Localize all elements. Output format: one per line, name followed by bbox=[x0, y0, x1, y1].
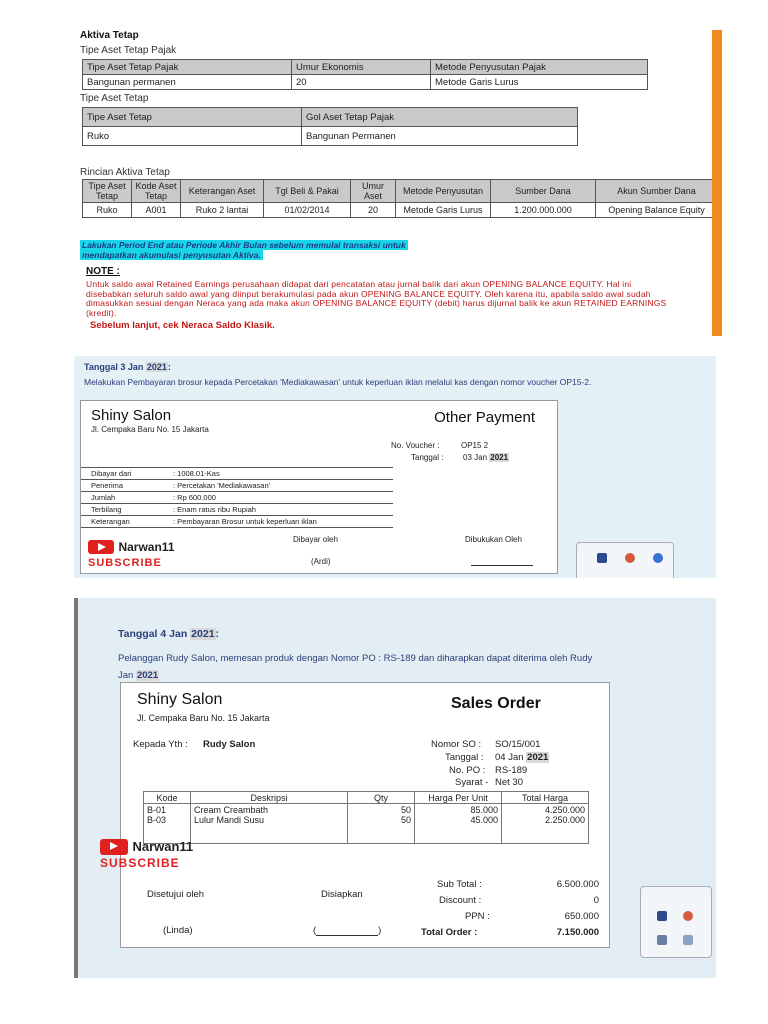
date-colon: : bbox=[167, 362, 171, 372]
asset-type-table bbox=[82, 107, 578, 146]
voucher-field-row bbox=[81, 515, 393, 528]
accent-bar bbox=[712, 30, 722, 336]
field-label: Terbilang bbox=[91, 505, 122, 514]
field-label: Dibayar dari bbox=[91, 469, 132, 478]
description-text: Jan bbox=[118, 670, 136, 681]
section-heading: Aktiva Tetap bbox=[80, 30, 139, 41]
voucher-number: OP15 2 bbox=[461, 441, 489, 450]
tax-asset-table bbox=[82, 59, 648, 90]
payment-transaction-panel bbox=[74, 356, 716, 578]
toolbar-icon-tray bbox=[640, 886, 712, 958]
sales-order-document bbox=[120, 682, 610, 948]
sales-order-panel bbox=[74, 598, 716, 978]
highlight-instruction: mendapatkan akumulasi penyusutan Aktiva. bbox=[82, 250, 261, 260]
table-header: Tipe Aset Tetap bbox=[83, 108, 302, 127]
recipient-name: Rudy Salon bbox=[203, 739, 256, 750]
item-total: 2.250.000 bbox=[502, 815, 589, 844]
monitor-icon[interactable] bbox=[657, 911, 667, 921]
table-cell: 20 bbox=[351, 203, 396, 218]
asset-type-title: Tipe Aset Tetap bbox=[80, 93, 149, 104]
tax-asset-type-title: Tipe Aset Tetap Pajak bbox=[80, 45, 177, 56]
table-header: Tipe Aset Tetap Pajak bbox=[83, 60, 292, 75]
date-colon: : bbox=[215, 628, 220, 640]
search-icon[interactable] bbox=[625, 553, 635, 563]
preparer-signature: ( ) bbox=[313, 925, 382, 936]
transaction-description: Melakukan Pembayaran brosur kepada Percetakan 'Mediakawasan' untuk keperluan iklan melalui kas dengan nomor voucher OP15-2. bbox=[84, 377, 592, 387]
highlight-instruction: Lakukan Period End atau Periode Akhir Bulan sebelum memulai transaksi untuk bbox=[82, 240, 406, 250]
terms-label: Syarat - bbox=[455, 777, 489, 788]
field-label: Penerima bbox=[91, 481, 124, 490]
search-icon[interactable] bbox=[683, 911, 693, 921]
channel-name: Narwan11 bbox=[132, 839, 194, 855]
approver-name: (Linda) bbox=[163, 925, 193, 936]
transaction-date bbox=[118, 628, 219, 640]
monitor-icon[interactable] bbox=[597, 553, 607, 563]
table-row bbox=[144, 815, 589, 844]
table-header: Deskripsi bbox=[191, 792, 348, 804]
terms-value: Net 30 bbox=[495, 777, 523, 788]
field-value: : Percetakan 'Mediakawasan' bbox=[173, 481, 271, 490]
table-cell: 20 bbox=[292, 75, 431, 90]
voucher-field-row bbox=[81, 479, 393, 491]
table-header: Kode bbox=[144, 792, 191, 804]
play-icon bbox=[88, 540, 114, 554]
table-cell: Metode Garis Lurus bbox=[396, 203, 491, 218]
note-title: NOTE : bbox=[86, 266, 120, 277]
tax-label: PPN : bbox=[465, 911, 490, 922]
table-header: Metode Penyusutan bbox=[396, 180, 491, 203]
table-header: Kode Aset Tetap bbox=[132, 180, 181, 203]
date-text: Tanggal 3 Jan bbox=[84, 362, 146, 372]
item-unit-price: 45.000 bbox=[415, 815, 502, 844]
channel-watermark bbox=[88, 538, 175, 569]
fixed-asset-panel bbox=[74, 28, 714, 336]
table-cell: Metode Garis Lurus bbox=[431, 75, 648, 90]
discount-label: Discount : bbox=[439, 895, 482, 906]
date-year: 2021 bbox=[146, 362, 167, 372]
table-header: Keterangan Aset bbox=[181, 180, 264, 203]
voucher-date-day: 03 Jan bbox=[463, 453, 488, 462]
voucher-date-year: 2021 bbox=[490, 453, 509, 462]
so-date-year: 2021 bbox=[527, 752, 549, 763]
field-label: Jumlah bbox=[91, 493, 116, 502]
so-date-day: 04 Jan bbox=[495, 752, 524, 763]
table-header: Gol Aset Tetap Pajak bbox=[302, 108, 578, 127]
po-number: RS-189 bbox=[495, 765, 528, 776]
note-text: Untuk saldo awal Retained Earnings perusahaan didapat dari pencatatan atau jurnal balik dari akun OPENING BALANCE EQUITY. Hal ini disebabkan seluruh saldo awal yang diinput berakumulasi pada akun OPENING BALANCE EQUITY. Oleh karena itu, apabila saldo awal sudah dimasukkan sesuai dengan Neraca yang ada maka akun OPENING BALANCE EQUITY (debit) harus dijurnal balik ke akun RETAINED EARNINGS (kredit). bbox=[86, 279, 667, 318]
printer-icon[interactable] bbox=[683, 935, 693, 945]
note-reminder: Sebelum lanjut, cek Neraca Saldo Klasik. bbox=[90, 320, 275, 331]
discount-value: 0 bbox=[593, 895, 599, 906]
table-row bbox=[144, 804, 589, 816]
table-cell: Ruko 2 lantai bbox=[181, 203, 264, 218]
toolbar-icon-tray bbox=[576, 542, 674, 578]
field-value: : 1008.01-Kas bbox=[173, 469, 220, 478]
voucher-date bbox=[463, 453, 509, 462]
item-total: 4.250.000 bbox=[502, 804, 589, 816]
description-line: Pelanggan Rudy Salon, memesan produk dengan Nomor PO : RS-189 dan diharapkan dapat diterima oleh Rudy bbox=[118, 653, 593, 664]
subtotal-label: Sub Total : bbox=[437, 879, 482, 890]
field-value: : Pembayaran Brosur untuk keperluan iklan bbox=[173, 517, 317, 526]
item-code: B-03 bbox=[144, 815, 191, 844]
table-cell: A001 bbox=[132, 203, 181, 218]
transaction-date bbox=[84, 362, 171, 372]
table-header: Total Harga bbox=[502, 792, 589, 804]
subscribe-label: SUBSCRIBE bbox=[100, 856, 180, 870]
table-header: Akun Sumber Dana bbox=[596, 180, 715, 203]
so-number: SO/15/001 bbox=[495, 739, 541, 750]
table-cell: Bangunan Permanen bbox=[302, 127, 578, 146]
po-number-label: No. PO : bbox=[449, 765, 486, 776]
voucher-type: Other Payment bbox=[434, 409, 535, 426]
recipient-label: Kepada Yth : bbox=[133, 739, 188, 750]
so-date bbox=[495, 752, 549, 763]
description-year: 2021 bbox=[136, 670, 159, 681]
table-header: Qty bbox=[348, 792, 415, 804]
asset-detail-table bbox=[82, 179, 714, 218]
company-address: Jl. Cempaka Baru No. 15 Jakarta bbox=[91, 425, 209, 434]
table-header: Harga Per Unit bbox=[415, 792, 502, 804]
settings-icon[interactable] bbox=[653, 553, 663, 563]
company-name: Shiny Salon bbox=[91, 407, 172, 424]
item-description: Lulur Mandi Susu bbox=[191, 815, 348, 844]
document-icon[interactable] bbox=[657, 935, 667, 945]
table-cell: Opening Balance Equity bbox=[596, 203, 715, 218]
paid-by-label: Dibayar oleh bbox=[293, 535, 338, 544]
table-cell: Bangunan permanen bbox=[83, 75, 292, 90]
voucher-field-row bbox=[81, 467, 393, 479]
table-cell: Ruko bbox=[83, 127, 302, 146]
date-text: Tanggal 4 Jan bbox=[118, 628, 191, 640]
play-icon bbox=[100, 839, 128, 855]
table-cell: 1.200.000.000 bbox=[491, 203, 596, 218]
company-address: Jl. Cempaka Baru No. 15 Jakarta bbox=[137, 713, 270, 723]
voucher-number-label: No. Voucher : bbox=[391, 441, 440, 450]
table-header: Sumber Dana bbox=[491, 180, 596, 203]
so-number-label: Nomor SO : bbox=[431, 739, 482, 750]
table-header: Tgl Beli & Pakai bbox=[264, 180, 351, 203]
transaction-description bbox=[118, 650, 716, 684]
channel-name: Narwan11 bbox=[118, 539, 175, 554]
company-name: Shiny Salon bbox=[137, 691, 223, 708]
item-unit-price: 85.000 bbox=[415, 804, 502, 816]
so-date-label: Tanggal : bbox=[445, 752, 484, 763]
order-items-table bbox=[143, 791, 589, 844]
voucher-date-label: Tanggal : bbox=[411, 453, 444, 462]
prepared-by-label: Disiapkan bbox=[321, 889, 363, 900]
table-header: Umur Ekonomis bbox=[292, 60, 431, 75]
field-value: : Rp 600.000 bbox=[173, 493, 216, 502]
table-header: Tipe Aset Tetap bbox=[83, 180, 132, 203]
item-qty: 50 bbox=[348, 815, 415, 844]
asset-detail-title: Rincian Aktiva Tetap bbox=[80, 167, 170, 178]
channel-watermark bbox=[100, 838, 193, 856]
item-qty: 50 bbox=[348, 804, 415, 816]
date-year: 2021 bbox=[191, 628, 215, 640]
total-order-value: 7.150.000 bbox=[556, 927, 599, 938]
item-code: B-01 bbox=[144, 804, 191, 816]
signature-line bbox=[471, 565, 533, 566]
payer-signature-name: (Ardi) bbox=[311, 557, 331, 566]
table-cell: Ruko bbox=[83, 203, 132, 218]
table-cell: 01/02/2014 bbox=[264, 203, 351, 218]
voucher-field-row bbox=[81, 491, 393, 503]
field-value: : Enam ratus ribu Rupiah bbox=[173, 505, 256, 514]
tax-value: 650.000 bbox=[564, 911, 599, 922]
subscribe-label: SUBSCRIBE bbox=[88, 557, 162, 569]
table-header: Metode Penyusutan Pajak bbox=[431, 60, 648, 75]
approved-by-label: Disetujui oleh bbox=[147, 889, 205, 900]
subtotal-value: 6.500.000 bbox=[556, 879, 599, 890]
table-header: Umur Aset bbox=[351, 180, 396, 203]
field-label: Keterangan bbox=[91, 517, 130, 526]
total-order-label: Total Order : bbox=[421, 927, 478, 938]
voucher-field-row bbox=[81, 503, 393, 515]
recorded-by-label: Dibukukan Oleh bbox=[465, 535, 522, 544]
item-description: Cream Creambath bbox=[191, 804, 348, 816]
document-type: Sales Order bbox=[451, 695, 541, 712]
